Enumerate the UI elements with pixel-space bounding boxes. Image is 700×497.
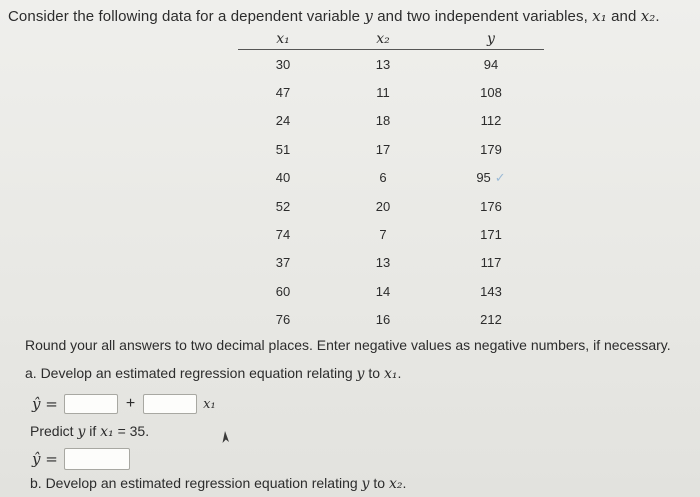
part-a-x-var: x₁ [383, 366, 398, 382]
cell-x1: 60 [275, 283, 291, 299]
predict-x-var: x₁ [100, 424, 114, 440]
cell-y: 94 [483, 56, 499, 72]
data-table-container [238, 28, 544, 334]
cell-x1: 30 [275, 56, 291, 72]
cell-x2: 14 [375, 283, 391, 299]
table-row [238, 220, 544, 248]
part-a-prompt [25, 365, 401, 382]
cell-x2: 16 [375, 312, 391, 328]
intercept-input[interactable] [64, 394, 118, 414]
cell-x1: 40 [275, 170, 291, 186]
intro-and: and [606, 8, 641, 25]
cell-x1: 47 [275, 85, 291, 101]
table-row [238, 164, 544, 192]
cell-x1: 74 [275, 227, 291, 243]
cell-y [438, 164, 544, 192]
cell-x2: 13 [375, 255, 391, 271]
cell-y: 108 [480, 85, 502, 101]
cell-y: 112 [480, 113, 502, 129]
cell-y: 143 [480, 283, 502, 299]
part-a-y-var: y [356, 366, 365, 382]
cell-x2: 13 [375, 56, 391, 72]
check-icon: ✓ [494, 169, 506, 185]
cell-y: 117 [480, 255, 502, 271]
table-row [238, 277, 544, 305]
yhat-prediction-label: ŷ = [32, 450, 58, 468]
predict-value: = 35. [113, 423, 150, 439]
header-x1: x₁ [238, 28, 328, 50]
cell-x2: 11 [376, 85, 390, 101]
cell-x1: 51 [275, 141, 291, 157]
cell-x2: 6 [379, 170, 387, 186]
part-b-end: . [402, 475, 407, 491]
x1-term-label: x₁ [203, 396, 216, 412]
data-table [238, 28, 544, 334]
part-b-to: to [369, 475, 389, 491]
cell-x2: 17 [375, 141, 391, 157]
part-a-prediction [32, 448, 130, 470]
mouse-cursor-icon [218, 430, 232, 444]
predict-if: if [85, 423, 101, 439]
predict-y-var: y [77, 424, 86, 440]
question-intro [8, 7, 660, 25]
cell-x2: 20 [375, 198, 391, 214]
part-a-end: . [397, 365, 402, 381]
part-a-label: a. Develop an estimated regression equation relating [25, 365, 357, 381]
table-row [238, 306, 544, 334]
part-b-x-var: x₂ [388, 476, 403, 492]
table-row [238, 50, 544, 79]
plus-sign: + [125, 395, 136, 412]
cell-x2: 18 [375, 113, 391, 129]
cell-y: 176 [480, 198, 502, 214]
part-b-prompt [30, 475, 406, 492]
cell-x1: 37 [275, 255, 291, 271]
cell-y-value: 95 [476, 169, 491, 185]
predict-text: Predict [30, 423, 78, 439]
header-y: y [438, 28, 544, 50]
intro-text-1: Consider the following data for a dependent variable [8, 8, 365, 25]
rounding-instructions: Round your all answers to two decimal places. Enter negative values as negative numbers, if necessary. [25, 337, 671, 353]
intro-text-2: and two independent variables, [372, 8, 593, 25]
cell-y: 212 [480, 312, 502, 328]
intro-end: . [655, 8, 660, 25]
intro-y-var: y [364, 7, 373, 25]
yhat-label: ŷ = [32, 395, 58, 413]
cell-x1: 52 [275, 198, 291, 214]
cell-x2: 7 [379, 227, 387, 243]
part-a-to: to [364, 365, 384, 381]
predict-prompt [30, 423, 149, 440]
slope-x1-input[interactable] [143, 394, 197, 414]
intro-x1-var: x₁ [592, 7, 607, 25]
table-row [238, 192, 544, 220]
table-row [238, 249, 544, 277]
table-row [238, 107, 544, 135]
header-x2: x₂ [328, 28, 438, 50]
prediction-input[interactable] [64, 448, 130, 470]
intro-x2-var: x₂ [640, 7, 656, 25]
cell-y: 171 [480, 227, 502, 243]
table-header-row [238, 28, 544, 50]
table-row [238, 78, 544, 106]
cell-x1: 24 [275, 113, 291, 129]
part-b-y-var: y [361, 476, 370, 492]
cell-y: 179 [480, 141, 502, 157]
table-row [238, 135, 544, 163]
part-a-equation [32, 393, 216, 415]
cell-x1: 76 [275, 312, 291, 328]
part-b-label: b. Develop an estimated regression equation relating [30, 475, 362, 491]
